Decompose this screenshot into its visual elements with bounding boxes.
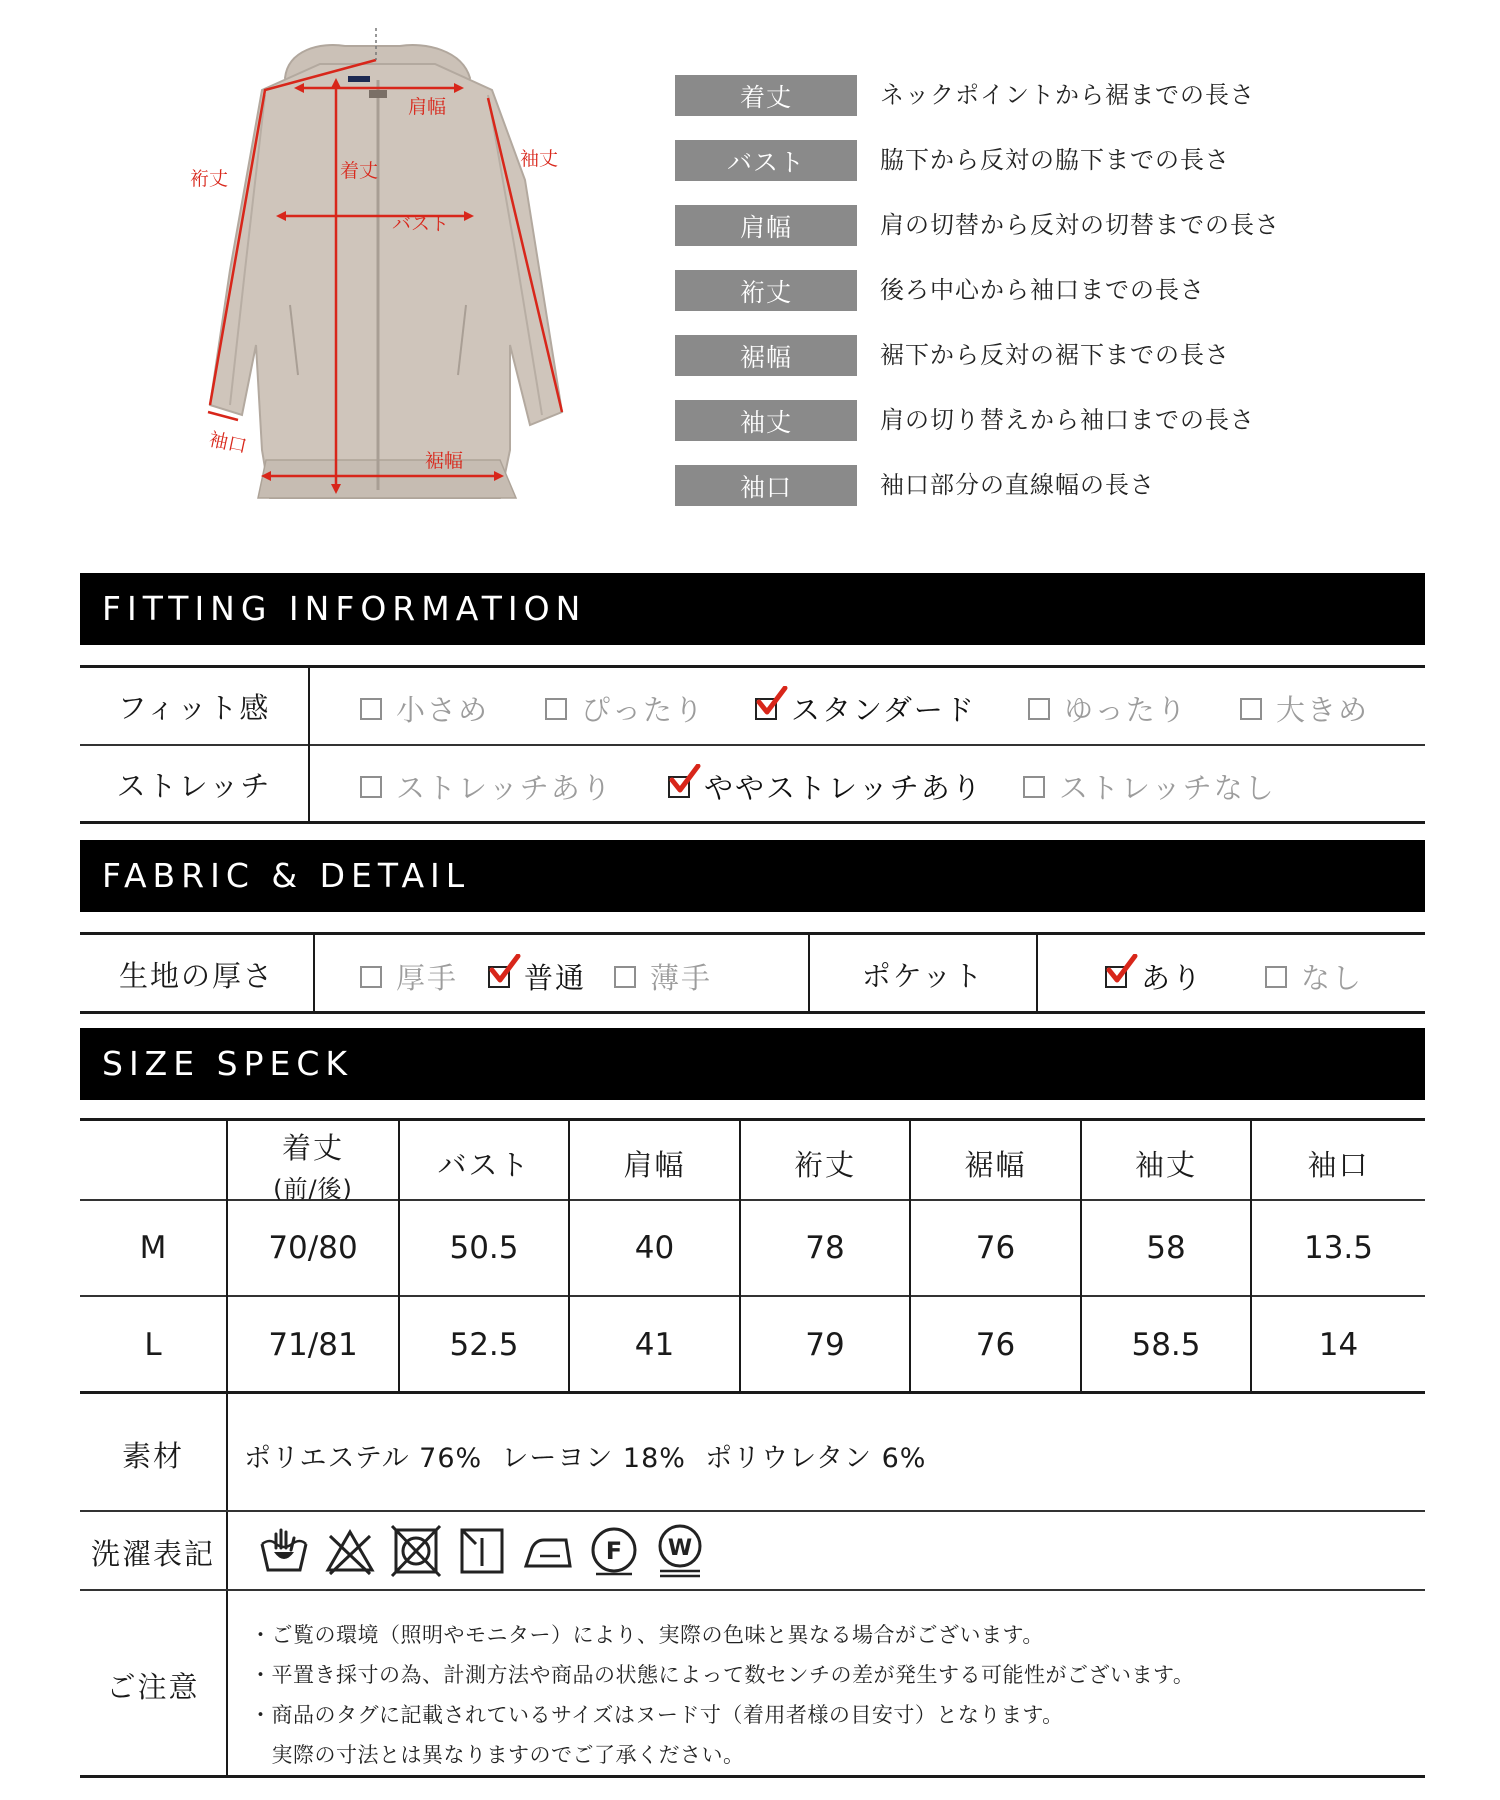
wet-clean-w-icon [654,1522,706,1578]
thickness-option-thick[interactable]: 厚手 [360,956,458,997]
pocket-option-yes[interactable]: あり [1105,956,1203,997]
fit-option-large[interactable]: 大きめ [1240,688,1369,729]
size-header-kitake: 着丈 (前/後) [273,1131,353,1203]
table-cell: 50.5 [449,1230,519,1266]
glossary-definition: 肩の切り替えから袖口までの長さ [880,406,1255,434]
no-tumble-dry-icon [390,1522,442,1578]
notes-label: ご注意 [106,1670,200,1704]
glossary-row [675,335,1435,400]
fit-option-standard[interactable]: スタンダード [755,688,976,729]
iron-low-icon [522,1522,574,1578]
table-cell: 13.5 [1303,1230,1374,1266]
thickness-label: 生地の厚さ [118,959,274,993]
size-label-l: L [144,1327,162,1363]
glossary-term: 着丈 [675,75,857,116]
table-cell: 40 [634,1230,675,1266]
glossary [675,75,1435,530]
table-cell: 52.5 [449,1327,519,1363]
label-katahaba: 肩幅 [408,96,447,118]
label-susohaba: 裾幅 [425,450,464,472]
glossary-definition: 脇下から反対の脇下までの長さ [880,146,1230,174]
glossary-row [675,140,1435,205]
checkmark-icon [488,954,522,988]
svg-text:W: W [667,1536,693,1561]
stretch-option-none[interactable]: ストレッチなし [1023,766,1276,807]
glossary-row [675,465,1435,530]
table-cell: 78 [805,1230,845,1266]
glossary-definition: 袖口部分の直線幅の長さ [880,471,1155,499]
label-yukitake: 裄丈 [190,168,229,190]
care-label: 洗濯表記 [90,1537,215,1571]
label-kitake: 着丈 [340,160,379,182]
stretch-option-yes[interactable]: ストレッチあり [360,766,613,807]
glossary-term: 肩幅 [675,205,857,246]
table-cell: 58.5 [1131,1327,1201,1363]
pocket-option-no[interactable]: なし [1265,956,1363,997]
checkmark-icon [668,764,702,798]
notes-list [250,1615,1194,1775]
fit-option-loose[interactable]: ゆったり [1028,688,1188,729]
fabric-title-bar: FABRIC & DETAIL [80,840,1425,912]
stretch-option-slight[interactable]: ややストレッチあり [668,766,983,807]
label-sodetake: 袖丈 [520,148,559,170]
table-cell: 41 [634,1327,675,1363]
size-header-susohaba: 裾幅 [964,1148,1027,1182]
thickness-option-normal[interactable]: 普通 [488,956,586,997]
dry-clean-f-icon [588,1522,640,1578]
glossary-definition: 肩の切替から反対の切替までの長さ [880,211,1280,239]
size-header-yukitake: 裄丈 [793,1148,856,1182]
table-cell: 14 [1318,1327,1359,1363]
stretch-row-label: ストレッチ [116,769,272,803]
checkmark-icon [1105,954,1139,988]
table-cell: 70/80 [268,1230,358,1266]
fit-option-small[interactable]: 小さめ [360,688,489,729]
glossary-row [675,75,1435,140]
table-cell: 76 [975,1327,1016,1363]
fitting-title-bar: FITTING INFORMATION [80,573,1425,645]
thickness-option-thin[interactable]: 薄手 [614,956,712,997]
glossary-row [675,400,1435,465]
note-line: ・ご覧の環境（照明やモニター）により、実際の色味と異なる場合がございます。 [250,1623,1044,1647]
glossary-term: 袖口 [675,465,857,506]
note-line: ・平置き採寸の為、計測方法や商品の状態によって数センチの差が発生する可能性がございます。 [250,1663,1195,1687]
table-cell: 58 [1146,1230,1186,1266]
size-header-bust: バスト [437,1148,531,1182]
checkmark-icon [755,686,789,720]
label-bust: バスト [392,213,450,235]
garment-body [210,64,562,498]
glossary-definition: ネックポイントから裾までの長さ [880,81,1255,109]
size-header-sodetake: 袖丈 [1134,1148,1197,1182]
glossary-definition: 裾下から反対の裾下までの長さ [880,341,1230,369]
table-cell: 71/81 [268,1327,358,1363]
svg-text:F: F [605,1537,623,1565]
glossary-definition: 後ろ中心から袖口までの長さ [880,276,1205,304]
glossary-term: 裄丈 [675,270,857,311]
line-dry-shade-icon [456,1522,508,1578]
label-sodeguchi: 袖口 [206,428,249,458]
table-cell: 76 [975,1230,1016,1266]
material-label: 素材 [121,1439,184,1473]
note-line: 実際の寸法とは異なりますのでご了承ください。 [250,1743,745,1767]
fit-row-label: フィット感 [117,691,271,725]
garment-hem [258,460,516,498]
glossary-term: 裾幅 [675,335,857,376]
material-value: ポリエステル 76% レーヨン 18% ポリウレタン 6% [244,1443,927,1474]
size-title-bar: SIZE SPECK [80,1028,1425,1100]
care-icons [258,1522,706,1582]
fit-option-tight[interactable]: ぴったり [545,688,705,729]
pocket-label: ポケット [861,959,985,993]
no-bleach-icon [324,1522,376,1578]
size-header-sodeguchi: 袖口 [1307,1148,1370,1182]
hand-wash-icon [258,1522,310,1578]
note-line: ・商品のタグに記載されているサイズはヌード寸（着用者様の目安寸）となります。 [250,1703,1064,1727]
glossary-term: 袖丈 [675,400,857,441]
garment-diagram [170,20,590,510]
glossary-row [675,270,1435,335]
table-cell: 79 [805,1327,845,1363]
size-label-m: M [139,1230,167,1266]
glossary-term: バスト [675,140,857,181]
glossary-row [675,205,1435,270]
size-header-katahaba: 肩幅 [623,1148,686,1182]
